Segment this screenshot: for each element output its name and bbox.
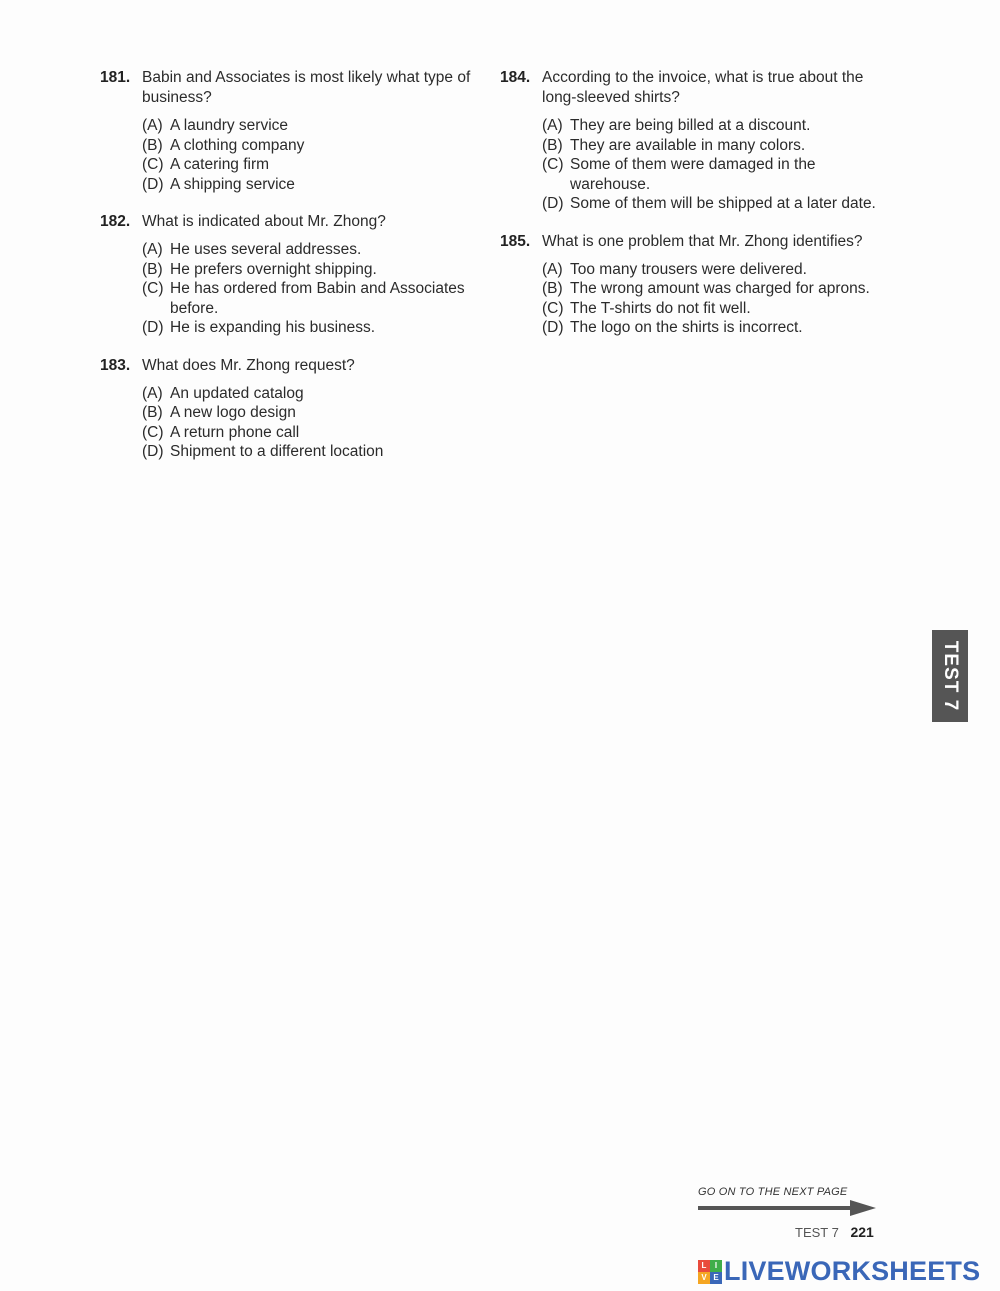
answer-option[interactable]	[542, 299, 880, 319]
option-text: They are being billed at a discount.	[570, 117, 811, 134]
question-182	[100, 212, 480, 338]
option-text: A new logo design	[170, 404, 296, 421]
answer-option[interactable]	[542, 116, 880, 136]
answer-option[interactable]	[142, 136, 480, 156]
option-letter: (C)	[142, 423, 164, 441]
question-header	[100, 68, 480, 108]
option-text: He is expanding his business.	[170, 319, 376, 336]
answer-option[interactable]	[142, 175, 480, 195]
answer-option[interactable]	[542, 260, 880, 280]
question-number: 181.	[100, 69, 131, 86]
option-letter: (D)	[142, 443, 164, 460]
answer-option[interactable]	[542, 155, 880, 194]
option-letter: (D)	[142, 175, 164, 193]
logo-tile: E	[710, 1272, 722, 1284]
question-185	[500, 232, 880, 338]
question-184	[500, 68, 880, 214]
option-letter: (C)	[142, 156, 164, 173]
option-letter: (B)	[542, 280, 563, 297]
answer-options	[100, 240, 480, 338]
option-letter: (B)	[542, 136, 563, 154]
question-number: 184.	[500, 69, 531, 86]
question-text: What does Mr. Zhong request?	[142, 356, 355, 374]
option-text: Too many trousers were delivered.	[570, 260, 807, 278]
option-letter: (B)	[142, 260, 163, 278]
option-text: He prefers overnight shipping.	[170, 260, 377, 278]
right-arrow-icon	[698, 1200, 876, 1216]
page-number: 221	[850, 1224, 874, 1240]
option-text: They are available in many colors.	[570, 136, 806, 154]
answer-option[interactable]	[142, 423, 480, 443]
option-letter: (C)	[542, 156, 564, 173]
question-header	[500, 68, 880, 108]
answer-options	[500, 116, 880, 214]
question-header	[100, 212, 480, 232]
question-text: According to the invoice, what is true about the long-sleeved shirts?	[542, 69, 864, 106]
answer-option[interactable]	[142, 279, 480, 318]
question-header	[100, 356, 480, 376]
option-text: He has ordered from Babin and Associates before.	[170, 280, 465, 317]
footer-test-label: TEST 7	[795, 1225, 839, 1240]
option-letter: (A)	[142, 384, 163, 402]
answer-option[interactable]	[142, 442, 480, 462]
side-tab-label: TEST 7	[940, 640, 961, 712]
option-text: Some of them will be shipped at a later date.	[570, 195, 876, 212]
option-letter: (B)	[142, 404, 163, 421]
option-text: A clothing company	[170, 136, 305, 154]
question-header	[500, 232, 880, 252]
option-letter: (A)	[542, 117, 563, 134]
answer-option[interactable]	[142, 155, 480, 175]
question-183	[100, 356, 480, 462]
option-letter: (D)	[542, 195, 564, 212]
right-column	[500, 68, 880, 356]
option-text: An updated catalog	[170, 384, 304, 402]
question-text: What is indicated about Mr. Zhong?	[142, 213, 386, 230]
option-text: A catering firm	[170, 156, 270, 173]
left-column	[100, 68, 480, 480]
option-letter: (D)	[542, 319, 564, 336]
option-letter: (D)	[142, 319, 164, 336]
logo-tile: V	[698, 1272, 710, 1284]
liveworksheets-logo-icon	[698, 1260, 722, 1284]
answer-option[interactable]	[542, 136, 880, 156]
answer-option[interactable]	[542, 279, 880, 299]
question-181	[100, 68, 480, 194]
answer-option[interactable]	[142, 318, 480, 338]
answer-option[interactable]	[142, 260, 480, 280]
option-letter: (B)	[142, 136, 163, 154]
answer-option[interactable]	[542, 318, 880, 338]
next-page-indicator	[698, 1186, 878, 1221]
liveworksheets-brand[interactable]	[698, 1256, 980, 1287]
answer-option[interactable]	[142, 403, 480, 423]
test-side-tab	[932, 630, 968, 722]
logo-tile: I	[710, 1260, 722, 1272]
answer-options	[100, 384, 480, 462]
next-page-label: GO ON TO THE NEXT PAGE	[698, 1186, 848, 1198]
option-letter: (C)	[142, 280, 164, 297]
question-number: 185.	[500, 232, 531, 250]
brand-name: LIVEWORKSHEETS	[724, 1256, 981, 1286]
answer-option[interactable]	[542, 194, 880, 214]
option-text: He uses several addresses.	[170, 241, 362, 258]
option-text: Some of them were damaged in the warehouse.	[570, 156, 816, 193]
answer-options	[500, 260, 880, 338]
question-number: 182.	[100, 213, 131, 230]
option-letter: (C)	[542, 299, 564, 317]
answer-option[interactable]	[142, 116, 480, 136]
option-text: A return phone call	[170, 423, 300, 441]
option-letter: (A)	[142, 241, 163, 258]
question-text: What is one problem that Mr. Zhong identifies?	[542, 232, 863, 250]
option-text: A shipping service	[170, 175, 295, 193]
option-text: The logo on the shirts is incorrect.	[570, 319, 803, 336]
option-letter: (A)	[542, 260, 563, 278]
option-text: Shipment to a different location	[170, 443, 384, 460]
answer-options	[100, 116, 480, 194]
option-letter: (A)	[142, 117, 163, 134]
page-footer	[795, 1224, 874, 1240]
logo-tile: L	[698, 1260, 710, 1272]
question-number: 183.	[100, 356, 131, 374]
option-text: A laundry service	[170, 117, 289, 134]
option-text: The T-shirts do not fit well.	[570, 299, 751, 317]
answer-option[interactable]	[142, 240, 480, 260]
question-text: Babin and Associates is most likely what type of business?	[142, 69, 471, 106]
option-text: The wrong amount was charged for aprons.	[570, 280, 870, 297]
answer-option[interactable]	[142, 384, 480, 404]
